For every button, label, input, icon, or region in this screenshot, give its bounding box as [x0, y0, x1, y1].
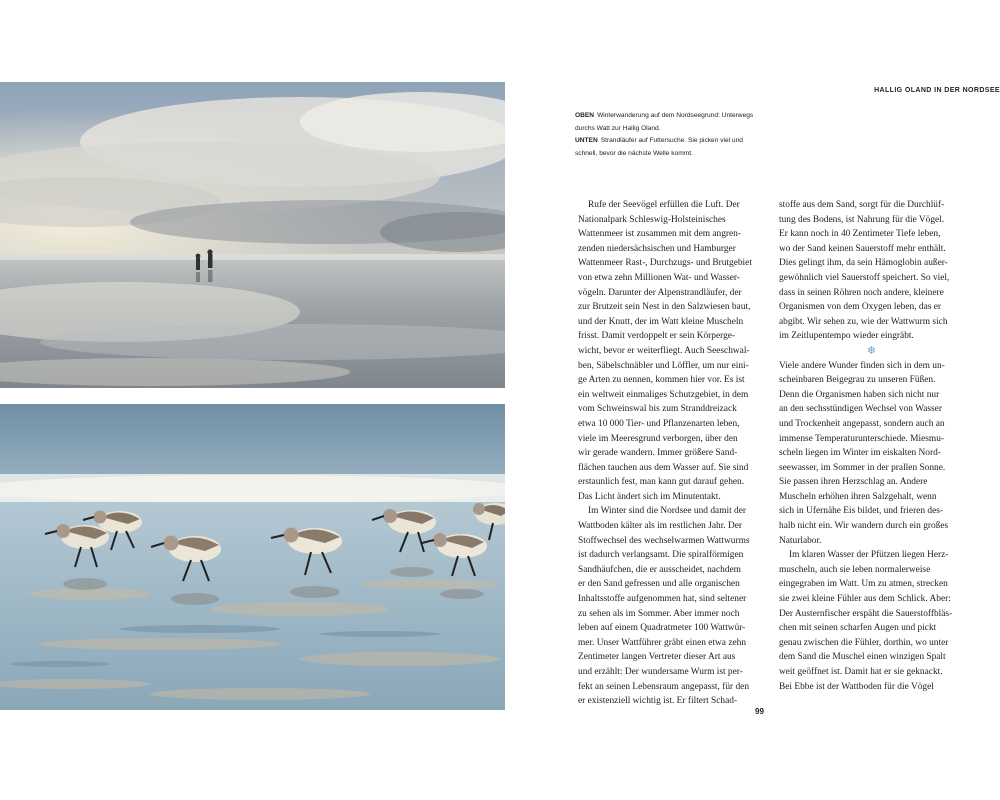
- text-line: und erzählt: Der wundersame Wurm ist per-: [578, 667, 743, 677]
- photo-winter-walk: [0, 82, 505, 388]
- text-line: Organismen von dem Oxygen leben, das er: [779, 302, 942, 313]
- text-line: Naturlabor.: [779, 535, 822, 546]
- text-line: Sie passen ihren Herzschlag an. Andere: [779, 477, 928, 488]
- text-line: ist dadurch verlangsamt. Die spiralförmigen: [578, 550, 744, 561]
- text-line: zenden niedersächsischen und Hamburger: [578, 243, 736, 254]
- text-line: wo der Sand keinen Sauerstoff mehr enthält.: [779, 243, 946, 254]
- text-line: scheln liegen im Winter im eiskalten Nord-: [779, 448, 941, 459]
- text-line: viele im Meeresgrund verborgen, über den: [578, 433, 738, 444]
- text-line: er den Sand gefressen und alle organischen: [578, 579, 740, 590]
- text-line: Wattboden kälter als im restlichen Jahr. Der: [578, 521, 743, 532]
- text-line: halb nicht ein. Wir wandern durch ein großes: [779, 521, 949, 532]
- text-line: dem Sand die Muschel einen winzigen Spalt: [779, 652, 946, 663]
- text-line: abgibt. Wir sehen zu, wie der Wattwurm sich: [779, 316, 948, 327]
- text-line: von etwa zehn Millionen Wat- und Wasser-: [578, 272, 740, 283]
- text-line: Sandhäufchen, die er ausscheidet, nachdem: [578, 564, 741, 575]
- text-line: Im Winter sind die Nordsee und damit der: [588, 506, 747, 517]
- text-line: und Trockenheit angepasst, sondern auch an: [779, 418, 945, 429]
- text-line: Rufe der Seevögel erfüllen die Luft. Der: [588, 200, 740, 210]
- text-line: vögeln. Darunter der Alpenstrandläufer, der: [578, 287, 742, 298]
- caption-top-line1: OBEN Winterwanderung auf dem Nordseegrund: Unterwegs: [575, 112, 754, 119]
- text-line: zur Brutzeit sein Nest in den Salzwiesen baut,: [578, 302, 751, 313]
- text-line: Bei Ebbe ist der Wattboden für die Vögel: [779, 681, 934, 692]
- text-line: Das Licht ändert sich im Minutentakt.: [578, 491, 721, 502]
- text-line: gewöhnlich viel Sauerstoff speichert. So viel,: [779, 272, 950, 283]
- text-line: dass in seinen Röhren noch andere, kleinere: [779, 287, 944, 298]
- text-line: und der Knutt, der im Watt kleine Muscheln: [578, 316, 744, 327]
- text-line: Stoffwechsel des wechselwarmen Wattwurms: [578, 535, 750, 546]
- text-line: Denn die Organismen haben sich nicht nur: [779, 389, 940, 400]
- text-line: erstaunlich fest, man kann gut darauf gehen.: [578, 477, 745, 488]
- text-line: ben, Säbelschnäbler und Löffler, um nur eini-: [578, 360, 749, 371]
- text-line: Dies gelingt ihm, da sein Hämoglobin außer-: [779, 258, 948, 269]
- text-line: stoffe aus dem Sand, sorgt für die Durchlüf-: [779, 200, 945, 210]
- body-column-left: [578, 198, 758, 709]
- text-line: im Zeitlupentempo wieder eingräbt.: [779, 331, 914, 342]
- text-line: scheinbaren Beigegrau zu unseren Füßen.: [779, 375, 936, 386]
- text-line: vom Schweinswal bis zum Stranddreizack: [578, 404, 737, 415]
- text-line: zu sehen als im Sommer. Aber immer noch: [578, 608, 740, 619]
- text-line: immense Temperaturunterschiede. Miesmu-: [779, 433, 945, 444]
- page-number: 99: [755, 707, 764, 716]
- text-line: Wattenmeer Rast-, Durchzugs- und Brutgebiet: [578, 258, 752, 269]
- photo-caption: [575, 110, 765, 160]
- text-line: genau zwischen die Fühler, dorthin, wo unter: [779, 637, 949, 648]
- text-line: Viele andere Wunder finden sich in dem un-: [779, 360, 945, 371]
- text-line: eingegraben im Watt. Um zu atmen, strecken: [779, 579, 948, 590]
- caption-top-line2: durchs Watt zur Hallig Oland.: [575, 124, 661, 132]
- text-line: Im klaren Wasser der Pfützen liegen Herz-: [789, 550, 949, 561]
- text-line: Er kann noch in 40 Zentimeter Tiefe leben,: [779, 229, 941, 240]
- text-line: Der Austernfischer erspäht die Sauerstoffbläs-: [779, 608, 953, 619]
- text-line: Zentimeter langen Vertreter dieser Art aus: [578, 652, 736, 663]
- text-line: sie zwei kleine Fühler aus dem Schlick. Aber:: [779, 594, 951, 605]
- text-line: flächen tauchen aus dem Wasser auf. Sie sind: [578, 462, 749, 473]
- text-line: mer. Unser Wattführer gräbt einen etwa zehn: [578, 637, 747, 648]
- photo-sandpipers: [0, 404, 505, 710]
- text-line: frisst. Damit verdoppelt er sein Körperge-: [578, 331, 736, 342]
- text-line: Muscheln erhöhen ihren Salzgehalt, wenn: [779, 491, 937, 502]
- text-line: etwa 10 000 Tier- und Pflanzenarten leben,: [578, 418, 740, 429]
- text-line: Nationalpark Schleswig-Holsteinisches: [578, 214, 726, 225]
- text-line: tung des Bodens, ist Nahrung für die Vögel.: [779, 214, 945, 225]
- text-line: ge Arten zu nennen, kommen hier vor. Es ist: [578, 375, 745, 386]
- text-line: wir gerade wandern. Immer größere Sand-: [578, 448, 738, 459]
- text-line: Inhaltsstoffe aufgenommen hat, sind seltener: [578, 594, 747, 605]
- text-line: wicht, bevor er weiterfliegt. Auch Seeschwal-: [578, 345, 750, 356]
- caption-bottom-line2: schnell, bevor die nächste Welle kommt.: [575, 149, 693, 157]
- text-line: er existenziell wichtig ist. Er filtert Schad-: [578, 696, 738, 707]
- sandpipers-image: [0, 404, 505, 710]
- text-line: muscheln, auch sie leben normalerweise: [779, 564, 931, 575]
- winter-walk-image: [0, 82, 505, 388]
- text-line: chen mit seinen scharfen Augen und pickt: [779, 623, 937, 634]
- running-head: HALLIG OLAND IN DER NORDSEE: [874, 87, 1000, 94]
- snowflake-icon: ❄: [866, 344, 877, 357]
- text-line: ein weltweit einmaliges Schutzgebiet, in dem: [578, 389, 749, 400]
- text-line: sich in Ufernähe Eis bildet, und frieren des-: [779, 506, 944, 517]
- caption-bottom-line1: UNTEN Strandläufer auf Futtersuche. Sie picken viel und: [575, 137, 743, 144]
- text-line: leben auf einem Quadratmeter 100 Wattwür-: [578, 623, 746, 634]
- caption-top-label: OBEN: [575, 112, 595, 119]
- text-line: seewasser, im Sommer in der prallen Sonne.: [779, 462, 946, 473]
- text-line: fekt an seinen Lebensraum angepasst, für den: [578, 681, 750, 692]
- text-line: weit geöffnet ist. Damit hat er sie geknackt.: [779, 667, 943, 677]
- body-column-right: [779, 198, 964, 694]
- text-line: Wattenmeer ist zusammen mit dem angren-: [578, 229, 741, 240]
- text-line: an den sechsstündigen Wechsel von Wasser: [779, 404, 942, 415]
- caption-bottom-label: UNTEN: [575, 137, 598, 144]
